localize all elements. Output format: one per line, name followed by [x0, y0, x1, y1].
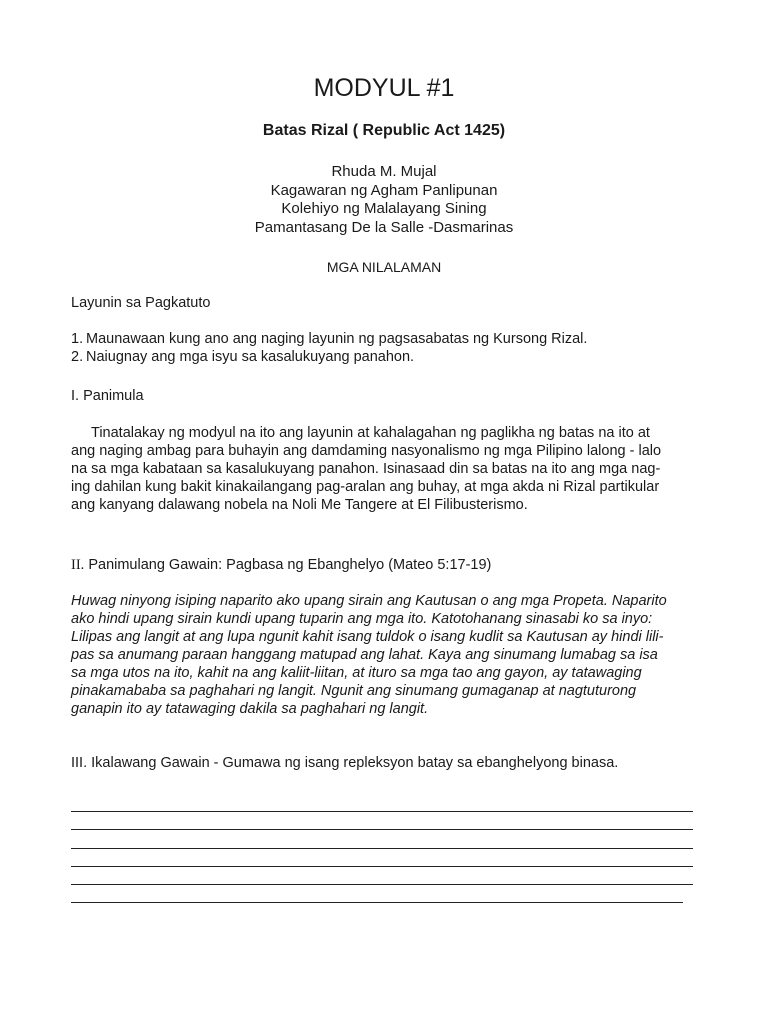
- passage-line: ganapin ito ay tatawaging dakila sa paghahari ng langit.: [71, 701, 429, 717]
- module-subtitle: Batas Rizal ( Republic Act 1425): [262, 122, 506, 139]
- passage-line: Lilipas ang langit at ang lupa ngunit kahit isang tuldok o isang kudlit sa Kautusan ay hindi lili-: [71, 629, 664, 645]
- list-item: [71, 348, 697, 366]
- answer-line[interactable]: [71, 885, 683, 903]
- list-item-number: 1.: [71, 331, 84, 347]
- passage-line: ako hindi upang sirain kundi upang tuparin ang mga ito. Katotohanang sinasabi ko sa inyo:: [71, 611, 653, 627]
- passage-line: pas sa anumang paraan hanggang matupad ang lahat. Kaya ang sinumang lumabag sa isa: [71, 647, 658, 663]
- answer-line[interactable]: [71, 867, 693, 885]
- objectives-list: [71, 330, 697, 366]
- list-item-text: Maunawaan kung ano ang naging layunin ng pagsasabatas ng Kursong Rizal.: [86, 331, 588, 347]
- author-name: Rhuda M. Mujal: [331, 163, 437, 180]
- passage-line: pinakamababa sa paghahari ng langit. Ngunit ang sinumang gumaganap at nagtuturong: [71, 683, 637, 699]
- university-name: Pamantasang De la Salle -Dasmarinas: [254, 218, 514, 236]
- contents-heading: MGA NILALAMAN: [326, 259, 442, 275]
- paragraph-line-text: Tinatalakay ng modyul na ito ang layunin at kahalagahan ng paglikha ng batas na ito at: [91, 425, 650, 441]
- paragraph-line: ang kanyang dalawang nobela na Noli Me Tangere at El Filibusterismo.: [71, 497, 528, 513]
- reflection-answer-area[interactable]: [71, 794, 693, 903]
- paragraph-line: ang naging ambag para buhayin ang damdaming nasyonalismo ng mga Pilipino lalong - lalo: [71, 443, 662, 459]
- section-1-heading: I. Panimula: [71, 388, 144, 404]
- section-3-heading: III. Ikalawang Gawain - Gumawa ng isang repleksyon batay sa ebanghelyong binasa.: [71, 755, 619, 771]
- paragraph-line: na sa mga kabataan sa kasalukuyang panahon. Isinasaad din sa batas na ito ang mga nag-: [71, 461, 661, 477]
- passage-line: Huwag ninyong isiping naparito ako upang sirain ang Kautusan o ang mga Propeta. Naparito: [71, 593, 667, 609]
- paragraph-line: [71, 424, 697, 442]
- introduction-paragraph: [71, 424, 697, 514]
- paragraph-line: ing dahilan kung bakit kinakailangang pag-aralan ang buhay, at mga akda ni Rizal partikular: [71, 479, 660, 495]
- gospel-passage: [71, 592, 697, 718]
- section-2-numeral: II.: [71, 557, 85, 573]
- answer-line[interactable]: [71, 812, 693, 830]
- department-name: Kagawaran ng Agham Panlipunan: [270, 181, 498, 199]
- list-item: [71, 330, 697, 348]
- passage-line: sa mga utos na ito, kahit na ang kaliit-liitan, at ituro sa mga tao ang gayon, ay tatawaging: [71, 665, 642, 681]
- list-item-number: 2.: [71, 349, 84, 365]
- answer-line[interactable]: [71, 794, 693, 812]
- section-2-heading: [71, 556, 697, 574]
- list-item-text: Naiugnay ang mga isyu sa kasalukuyang panahon.: [86, 349, 415, 365]
- answer-line[interactable]: [71, 849, 693, 867]
- author-block: [0, 163, 768, 237]
- module-title: MODYUL #1: [313, 74, 455, 102]
- college-name: Kolehiyo ng Malalayang Sining: [281, 200, 487, 217]
- answer-line[interactable]: [71, 830, 693, 848]
- objectives-heading: Layunin sa Pagkatuto: [71, 295, 211, 311]
- section-2-title: Panimulang Gawain: Pagbasa ng Ebanghelyo (Mateo 5:17-19): [88, 557, 492, 573]
